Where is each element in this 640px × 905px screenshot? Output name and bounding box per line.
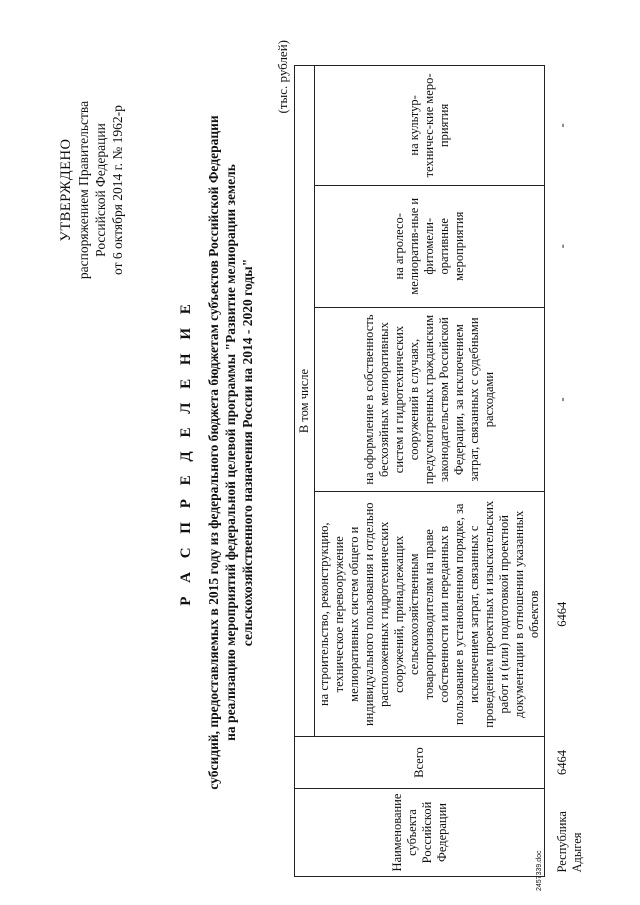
cell-construction: 6464 xyxy=(555,601,569,627)
table-header-row xyxy=(295,66,315,877)
document-subtitle xyxy=(205,80,256,825)
approval-date: от 6 октября 2014 г. № 1962-р xyxy=(110,105,125,275)
header-culture: на культур-техничес-кие меро-приятия xyxy=(315,66,545,186)
cell-culture: - xyxy=(555,123,569,128)
subtitle-line: субсидий, предоставляемых в 2015 году из федерального бюджета бюджетам субъектов Российской Федерации xyxy=(206,115,221,790)
cell-agro: - xyxy=(555,244,569,249)
units-label: (тыс. рублей) xyxy=(275,40,290,114)
cell-total: 6464 xyxy=(555,750,569,776)
header-agro: на агролесо-мелиоратив-ные и фитомели-оративные мероприятия xyxy=(315,185,545,307)
header-region: Наименование субъекта Российской Федерации xyxy=(295,789,545,877)
approval-heading: УТВЕРЖДЕНО xyxy=(58,138,74,242)
subtitle-line: на реализацию мероприятий федеральной целевой программы "Развитие мелиорации земель xyxy=(223,164,238,741)
document-title: Р А С П Р Е Д Е Л Е Н И Е xyxy=(178,299,194,606)
header-total: Всего xyxy=(295,737,545,789)
table-row xyxy=(545,66,588,877)
approval-stamp xyxy=(58,40,126,340)
footer-code: 2457339.doc xyxy=(536,850,543,891)
header-construction: на строительство, реконструкцию, техническое перевооружение мелиоративных систем общего и индивидуального пользования и отдельно расположенных гидротехнических сооружений, принадлежащих сельскохозяйственным товаропроизводителям на праве собственности или переданных в пользование в установленном порядке, за исключением затрат, связанных с проведением проектных и изыскательских работ и (или) подготовкой проектной документации в отношении указанных объектов xyxy=(315,492,545,737)
header-ownership: на оформление в собственность бесхозяйных мелиоративных систем и гидротехнических сооружений в случаях, предусмотренных гражданским законодательством Российской Федерации, за исключением затрат, связанных с судебными расходами xyxy=(315,307,545,492)
cell-ownership: - xyxy=(555,397,569,402)
subsidy-table xyxy=(294,65,587,877)
header-group: В том числе xyxy=(295,66,315,737)
approval-line: распоряжением Правительства xyxy=(76,100,91,280)
cell-region: Республика Адыгея xyxy=(555,811,584,873)
approval-line: Российской Федерации xyxy=(93,123,108,257)
subtitle-line: сельскохозяйственного назначения России на 2014 - 2020 годы" xyxy=(240,258,255,647)
